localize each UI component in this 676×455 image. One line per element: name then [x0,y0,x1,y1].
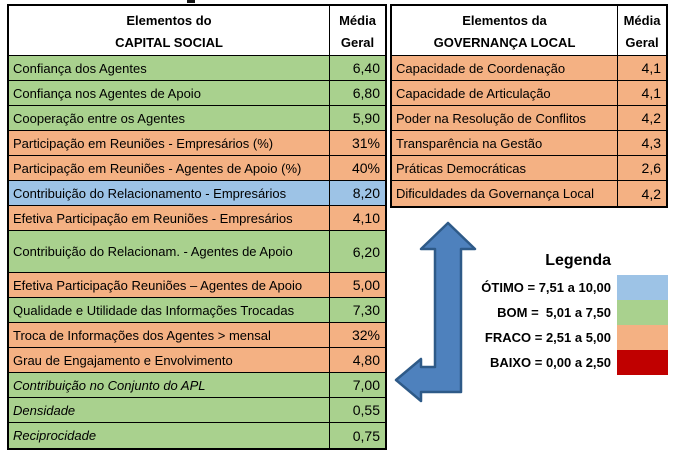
row-value: 4,3 [618,131,666,155]
cropped-text-artifact [187,0,195,3]
row-value: 6,20 [330,231,385,272]
table-row [9,423,385,448]
row-value: 5,90 [330,106,385,130]
capital-social-rows [9,56,385,448]
table-row [9,373,385,398]
table-row [392,56,666,81]
table-row [392,131,666,156]
legend-label: BOM = 5,01 a 7,50 [497,305,611,320]
table-row [9,81,385,106]
header-line2: GOVERNANÇA LOCAL [433,35,576,50]
legend-label: ÓTIMO = 7,51 a 10,00 [481,280,611,295]
row-label: Efetiva Participação em Reuniões - Empresários [9,206,330,230]
capital-social-header-title [9,6,330,55]
header-line1: Elementos do [126,13,212,28]
row-value: 4,80 [330,348,385,372]
row-label: Cooperação entre os Agentes [9,106,330,130]
legend-row [470,275,668,300]
row-value: 8,20 [330,181,385,205]
row-value: 0,75 [330,423,385,448]
table-row [9,181,385,206]
row-value: 0,55 [330,398,385,422]
row-label: Participação em Reuniões - Empresários (%) [9,131,330,155]
legend-color-swatch [617,300,668,325]
table-row [392,181,666,206]
governanca-table-header [392,6,666,56]
table-row [9,131,385,156]
table-row [9,273,385,298]
row-value: 4,2 [618,106,666,130]
row-value: 31% [330,131,385,155]
row-label: Densidade [9,398,330,422]
row-value: 4,2 [618,181,666,206]
row-label: Poder na Resolução de Conflitos [392,106,618,130]
row-label: Contribuição do Relacionam. - Agentes de Apoio [9,231,330,272]
capital-social-header-media [330,6,385,55]
row-label: Transparência na Gestão [392,131,618,155]
legend-row [470,350,668,375]
row-value: 4,10 [330,206,385,230]
row-value: 7,30 [330,298,385,322]
row-value: 40% [330,156,385,180]
row-value: 2,6 [618,156,666,180]
capital-social-table-header [9,6,385,56]
header-line1: Elementos da [462,13,547,28]
governanca-local-table [390,4,668,208]
table-row [9,156,385,181]
legend-label: FRACO = 2,51 a 5,00 [484,330,611,345]
table-row [392,106,666,131]
row-label: Qualidade e Utilidade das Informações Trocadas [9,298,330,322]
governanca-header-title [392,6,618,55]
table-row [9,106,385,131]
legend-color-swatch [617,275,668,300]
legend-color-swatch [617,350,668,375]
header-media-line1: Média [339,13,376,28]
row-label: Confiança dos Agentes [9,56,330,80]
legend-title: Legenda [545,252,611,269]
table-row [9,206,385,231]
legend [470,252,668,375]
legend-row [470,325,668,350]
legend-rows [470,275,668,375]
row-value: 32% [330,323,385,347]
row-value: 5,00 [330,273,385,297]
row-label: Práticas Democráticas [392,156,618,180]
row-label: Capacidade de Articulação [392,81,618,105]
row-label: Capacidade de Coordenação [392,56,618,80]
governanca-rows [392,56,666,206]
table-row [9,348,385,373]
row-value: 4,1 [618,81,666,105]
table-row [9,231,385,273]
header-media-line2: Geral [625,35,659,50]
legend-row [470,300,668,325]
table-row [392,156,666,181]
header-media-line1: Média [623,13,661,28]
row-label: Grau de Engajamento e Envolvimento [9,348,330,372]
row-label: Participação em Reuniões - Agentes de Apoio (%) [9,156,330,180]
row-label: Efetiva Participação Reuniões – Agentes de Apoio [9,273,330,297]
governanca-header-media [618,6,666,55]
table-row [392,81,666,106]
row-value: 6,80 [330,81,385,105]
table-row [9,398,385,423]
table-row [9,298,385,323]
legend-color-swatch [617,325,668,350]
legend-label: BAIXO = 0,00 a 2,50 [489,355,611,370]
row-label: Contribuição no Conjunto do APL [9,373,330,397]
table-row [9,323,385,348]
row-value: 7,00 [330,373,385,397]
row-label: Troca de Informações dos Agentes > mensal [9,323,330,347]
row-label: Confiança nos Agentes de Apoio [9,81,330,105]
row-value: 4,1 [618,56,666,80]
row-value: 6,40 [330,56,385,80]
row-label: Reciprocidade [9,423,330,448]
row-label: Contribuição do Relacionamento - Empresários [9,181,330,205]
capital-social-table [7,4,387,450]
row-label: Dificuldades da Governança Local [392,181,618,206]
header-media-line2: Geral [340,35,375,50]
header-line2: CAPITAL SOCIAL [115,35,223,50]
table-row [9,56,385,81]
